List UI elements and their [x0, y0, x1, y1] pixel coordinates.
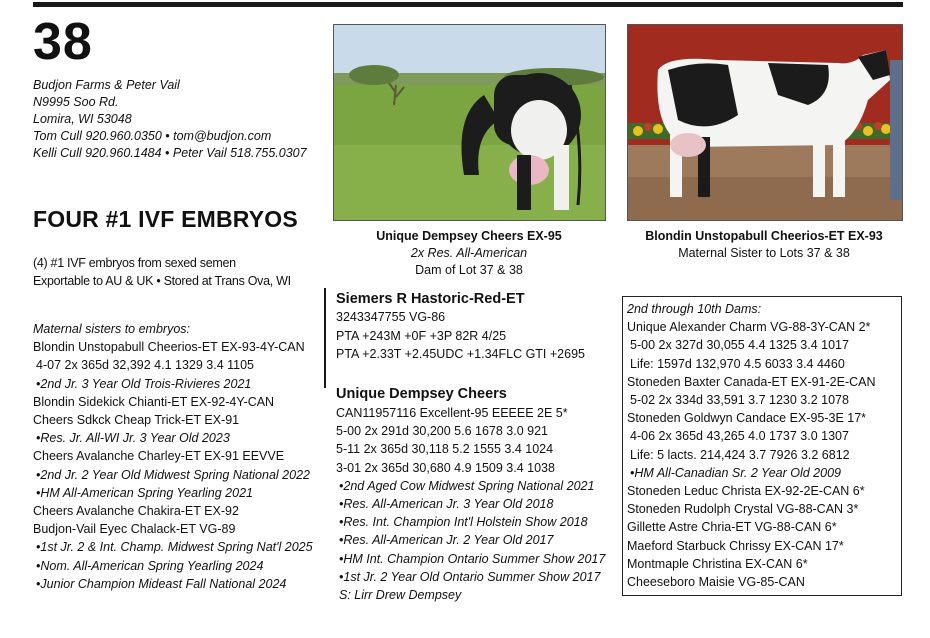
- animal-name: Budjon-Vail Eyec Chalack-ET VG-89: [33, 522, 236, 537]
- award-note: •2nd Aged Cow Midwest Spring National 2021: [339, 478, 595, 493]
- production-record: 5-11 2x 365d 30,118 5.2 1555 3.4 1024: [336, 442, 554, 457]
- dam-name: Unique Dempsey Cheers: [336, 386, 507, 402]
- animal-name: Cheers Sdkck Cheap Trick-ET EX-91: [33, 413, 240, 428]
- pedigree-list: [627, 318, 897, 591]
- production-record: CAN11957116 Excellent-95 EEEEE 2E 5*: [336, 406, 568, 420]
- dam-photo-caption: [340, 228, 598, 279]
- production-record: 3-01 2x 365d 30,680 4.9 1509 3.4 1038: [336, 460, 555, 475]
- contact-line: Budjon Farms & Peter Vail: [33, 78, 180, 92]
- sire-name: Siemers R Hastoric-Red-ET: [336, 291, 525, 307]
- production-record: 4-07 2x 365d 32,392 4.1 1329 3.4 1105: [36, 358, 255, 373]
- consignor-contact: [33, 77, 307, 162]
- award-note: •HM Int. Champion Ontario Summer Show 2017: [339, 551, 606, 566]
- contact-line: Kelli Cull 920.960.1484 • Peter Vail 518.755.0307: [33, 146, 307, 160]
- production-record: 5-00 2x 327d 30,055 4.4 1325 3.4 1017: [630, 338, 849, 353]
- award-note: •HM All-American Spring Yearling 2021: [36, 485, 253, 500]
- award-note: S: Lirr Drew Dempsey: [339, 588, 462, 603]
- animal-name: Gillette Astre Chria-ET VG-88-CAN 6*: [627, 520, 837, 535]
- animal-name: Montmaple Christina EX-CAN 6*: [627, 556, 808, 571]
- award-note: •2nd Jr. 2 Year Old Midwest Spring National 2022: [36, 467, 310, 482]
- award-note: •Res. Int. Champion Int'l Holstein Show 2018: [339, 515, 588, 530]
- award-note: •Junior Champion Mideast Fall National 2024: [36, 576, 287, 591]
- animal-name: Blondin Unstopabull Cheerios-ET EX-93-4Y-CAN: [33, 340, 305, 355]
- sister-photo: [627, 24, 903, 221]
- dam-section: [336, 384, 605, 604]
- contact-line: Tom Cull 920.960.0350 • tom@budjon.com: [33, 129, 272, 143]
- sire-line: 3243347755 VG-86: [336, 310, 446, 324]
- production-record: 5-00 2x 291d 30,200 5.6 1678 3.0 921: [336, 424, 548, 439]
- maternal-sisters-list: [33, 338, 323, 593]
- production-record: Life: 1597d 132,970 4.5 6033 3.4 4460: [630, 356, 845, 371]
- award-note: •1st Jr. 2 & Int. Champ. Midwest Spring Nat'l 2025: [36, 540, 313, 555]
- animal-name: Blondin Sidekick Chianti-ET EX-92-4Y-CAN: [33, 394, 275, 409]
- animal-name: Stoneden Baxter Canada-ET EX-91-2E-CAN: [627, 374, 876, 389]
- maternal-sisters: [33, 320, 323, 593]
- production-record: 4-06 2x 365d 43,265 4.0 1737 3.0 1307: [630, 429, 849, 444]
- award-note: •Res. All-American Jr. 2 Year Old 2017: [339, 533, 554, 548]
- sire-line: PTA +243M +0F +3P 82R 4/25: [336, 328, 507, 343]
- caption-subtitle: Maternal Sister to Lots 37 & 38: [678, 246, 850, 260]
- production-record: Life: 5 lacts. 214,424 3.7 7926 3.2 6812: [630, 447, 850, 462]
- animal-name: Cheers Avalanche Charley-ET EX-91 EEVVE: [33, 449, 285, 464]
- pedigree-divider: [324, 288, 326, 388]
- lot-headline: FOUR #1 IVF EMBRYOS: [33, 206, 298, 232]
- award-note: •Res. Jr. All-WI Jr. 3 Year Old 2023: [36, 431, 230, 446]
- description-line: Exportable to AU & UK • Stored at Trans Ova, WI: [33, 274, 291, 288]
- maternal-sisters-intro: Maternal sisters to embryos:: [33, 322, 190, 336]
- lot-description: [33, 254, 291, 290]
- sire-line: PTA +2.33T +2.45UDC +1.34FLC GTI +2695: [336, 347, 585, 361]
- animal-name: Cheers Avalanche Chakira-ET EX-92: [33, 504, 239, 519]
- caption-title: Blondin Unstopabull Cheerios-ET EX-93: [645, 229, 883, 243]
- dam-pedigree-box: [622, 296, 902, 596]
- animal-name: Maeford Starbuck Chrissy EX-CAN 17*: [627, 538, 844, 553]
- award-note: •2nd Jr. 3 Year Old Trois-Rivieres 2021: [36, 376, 252, 391]
- contact-line: N9995 Soo Rd.: [33, 95, 119, 109]
- cow-grazing-image: [334, 25, 605, 220]
- dam-records: [336, 404, 605, 604]
- caption-subtitle: Dam of Lot 37 & 38: [415, 263, 523, 277]
- animal-name: Unique Alexander Charm VG-88-3Y-CAN 2*: [627, 320, 871, 335]
- animal-name: Stoneden Rudolph Crystal VG-88-CAN 3*: [627, 502, 859, 517]
- animal-name: Stoneden Goldwyn Candace EX-95-3E 17*: [627, 411, 867, 426]
- pedigree-intro: 2nd through 10th Dams:: [627, 302, 762, 316]
- award-note: •1st Jr. 2 Year Old Ontario Summer Show 2017: [339, 569, 601, 584]
- animal-name: Cheeseboro Maisie VG-85-CAN: [627, 575, 805, 590]
- dam-photo: [333, 24, 606, 221]
- top-rule: [33, 2, 903, 7]
- award-note: •HM All-Canadian Sr. 2 Year Old 2009: [630, 465, 841, 480]
- cow-show-image: [628, 25, 902, 220]
- production-record: 5-02 2x 334d 33,591 3.7 1230 3.2 1078: [630, 393, 849, 408]
- sister-photo-caption: [620, 228, 908, 262]
- caption-title: Unique Dempsey Cheers EX-95: [376, 229, 562, 243]
- sire-section: [336, 290, 585, 364]
- description-line: (4) #1 IVF embryos from sexed semen: [33, 256, 236, 270]
- caption-subtitle: 2x Res. All-American: [410, 246, 528, 260]
- contact-line: Lomira, WI 53048: [33, 112, 132, 126]
- award-note: •Res. All-American Jr. 3 Year Old 2018: [339, 497, 554, 512]
- lot-number: 38: [33, 13, 93, 71]
- animal-name: Stoneden Leduc Christa EX-92-2E-CAN 6*: [627, 484, 865, 499]
- award-note: •Nom. All-American Spring Yearling 2024: [36, 558, 264, 573]
